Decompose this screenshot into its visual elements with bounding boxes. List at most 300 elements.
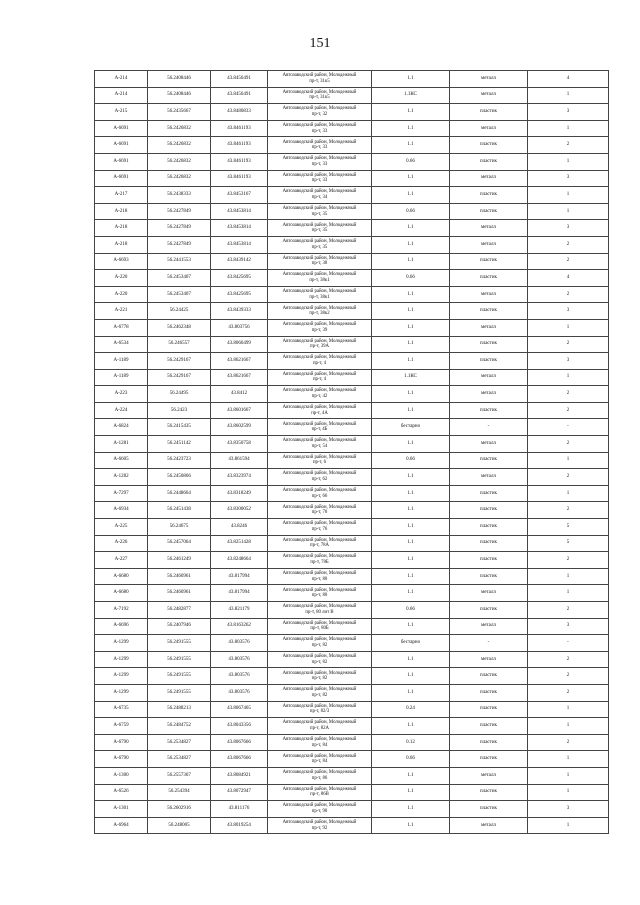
address-line-1: Автозаводский район, Молодежный [282,819,357,825]
address-cell [268,369,372,386]
address-line-1: Автозаводский район, Молодежный [282,720,357,726]
container-material-cell: металл [450,585,528,602]
container-volume-cell: 1.1 [372,170,450,187]
container-volume-cell: 1.1 [372,286,450,303]
latitude-cell: 56.2462348 [148,319,211,336]
container-volume-cell: 1.1 [372,668,450,685]
container-material-cell: металл [450,817,528,834]
latitude-cell: 56.24675 [148,519,211,536]
container-count-cell: 1 [528,120,609,137]
address-line-2: пр-т, 4 [312,360,327,366]
address-cell [268,71,372,88]
address-cell [268,701,372,718]
site-id-cell: А-224 [95,402,148,419]
longitude-cell: 43.8248664 [211,552,268,569]
address-line-1: Автозаводский район, Молодежный [282,587,357,593]
latitude-cell: 56.2423 [148,402,211,419]
table-row [95,535,609,552]
container-volume-cell: 1.1 [372,519,450,536]
address-line-1: Автозаводский район, Молодежный [282,554,357,560]
address-line-1: Автозаводский район, Молодежный [282,488,357,494]
container-volume-cell: 1.1 [372,402,450,419]
longitude-cell: 43.8601667 [211,402,268,419]
container-count-cell: 2 [528,602,609,619]
latitude-cell: 56.2408446 [148,87,211,104]
address-cell [268,220,372,237]
table-row [95,303,609,320]
site-id-cell: А-6790 [95,734,148,751]
table-row [95,801,609,818]
latitude-cell: 56.2461249 [148,552,211,569]
container-count-cell: 2 [528,336,609,353]
site-id-cell: А-6526 [95,784,148,801]
longitude-cell: 43.8043356 [211,718,268,735]
address-line-1: Автозаводский район, Молодежный [282,239,357,245]
address-cell [268,502,372,519]
table-row [95,502,609,519]
address-line-1: Автозаводский район, Молодежный [282,388,357,394]
longitude-cell: 43.817994 [211,568,268,585]
address-cell [268,286,372,303]
container-volume-cell: 0.66 [372,153,450,170]
container-count-cell: 1 [528,784,609,801]
address-line-2: пр-т, 33 [311,161,328,167]
address-line-2: пр-т, 54 [311,443,328,449]
site-id-cell: А-6691 [95,153,148,170]
site-id-cell: А-1189 [95,369,148,386]
address-cell [268,353,372,370]
container-material-cell: пластик [450,502,528,519]
table-row [95,369,609,386]
address-line-2: пр-т, 82 [311,659,328,665]
address-cell [268,303,372,320]
latitude-cell: 56.2426832 [148,153,211,170]
container-count-cell: 3 [528,220,609,237]
address-line-2: пр-т, 84 [311,759,328,765]
longitude-cell: 43.8461193 [211,120,268,137]
container-volume-cell: 1.1 [372,502,450,519]
address-line-2: пр-т, 92 [311,825,328,831]
site-id-cell: А-226 [95,535,148,552]
address-cell [268,519,372,536]
address-line-1: Автозаводский район, Молодежный [282,653,357,659]
container-volume-cell: 1.1КС [372,87,450,104]
table-row [95,452,609,469]
container-count-cell: 1 [528,568,609,585]
address-line-1: Автозаводский район, Молодежный [282,106,357,112]
container-material-cell: пластик [450,568,528,585]
container-material-cell: пластик [450,187,528,204]
site-id-cell: А-221 [95,303,148,320]
container-count-cell: 2 [528,668,609,685]
container-volume-cell: 1.1 [372,336,450,353]
address-cell [268,668,372,685]
table-row [95,436,609,453]
container-volume-cell: 1.1 [372,353,450,370]
container-volume-cell: 1.1КС [372,369,450,386]
table-row [95,519,609,536]
site-id-cell: А-1301 [95,801,148,818]
site-id-cell: А-6934 [95,502,148,519]
address-line-2: пр-т, 82 [311,692,328,698]
site-id-cell: А-6680 [95,568,148,585]
table-row [95,485,609,502]
longitude-cell: 43.8456491 [211,87,268,104]
address-line-2: пр-т, 82А [310,725,329,731]
address-line-1: Автозаводский район, Молодежный [282,703,357,709]
latitude-cell: 56.2602916 [148,801,211,818]
address-line-2: пр-т, 80 [311,593,328,599]
container-count-cell: 4 [528,71,609,88]
site-id-cell: А-225 [95,519,148,536]
address-line-1: Автозаводский район, Молодежный [282,687,357,693]
address-cell [268,187,372,204]
longitude-cell: 43.8300052 [211,502,268,519]
longitude-cell: 43.861594 [211,452,268,469]
container-volume-cell: 1.1 [372,303,450,320]
table-row [95,319,609,336]
address-line-2: пр-т, 32 [311,111,328,117]
table-row [95,253,609,270]
longitude-cell: 43.8439142 [211,253,268,270]
longitude-cell: 43.821179 [211,602,268,619]
address-cell [268,386,372,403]
container-volume-cell: 0.66 [372,203,450,220]
latitude-cell: 56.2415435 [148,419,211,436]
container-material-cell: - [450,635,528,652]
address-line-1: Автозаводский район, Молодежный [282,189,357,195]
address-line-2: пр-т, 82 [311,676,328,682]
container-volume-cell: 0.66 [372,751,450,768]
container-count-cell: 2 [528,734,609,751]
longitude-cell: 43.8084921 [211,767,268,784]
latitude-cell: 56.2466961 [148,568,211,585]
address-line-2: пр-т, 76 [311,526,328,532]
address-line-1: Автозаводский район, Молодежный [282,786,357,792]
container-volume-cell: 1.1 [372,469,450,486]
container-count-cell: 1 [528,701,609,718]
container-count-cell: 1 [528,767,609,784]
address-cell [268,635,372,652]
address-cell [268,270,372,287]
address-line-2: пр-т, 62 [311,477,328,483]
address-line-1: Автозаводский район, Молодежный [282,438,357,444]
address-line-2: пр-т, 80 лит В [305,609,334,615]
container-count-cell: 2 [528,402,609,419]
container-material-cell: металл [450,236,528,253]
container-count-cell: 5 [528,519,609,536]
latitude-cell: 56.2534827 [148,734,211,751]
container-material-cell: пластик [450,718,528,735]
container-material-cell: пластик [450,153,528,170]
container-count-cell: 2 [528,684,609,701]
container-count-cell: - [528,635,609,652]
latitude-cell: 56.2491555 [148,668,211,685]
address-cell [268,469,372,486]
container-material-cell: пластик [450,801,528,818]
latitude-cell: 56.2557367 [148,767,211,784]
address-line-2: пр-т, 82/3 [309,709,330,715]
address-cell [268,552,372,569]
table-row [95,153,609,170]
container-volume-cell: 1.1 [372,71,450,88]
site-id-cell: А-6790 [95,751,148,768]
table-row [95,585,609,602]
table-row [95,203,609,220]
container-count-cell: 2 [528,502,609,519]
longitude-cell: 43.803576 [211,651,268,668]
container-count-cell: 2 [528,253,609,270]
container-material-cell: пластик [450,353,528,370]
address-cell [268,568,372,585]
container-volume-cell: 1.1 [372,104,450,121]
longitude-cell: 43.8163262 [211,618,268,635]
address-cell [268,203,372,220]
longitude-cell: 43.8323974 [211,469,268,486]
table-row [95,635,609,652]
address-line-1: Автозаводский район, Молодежный [282,537,357,543]
container-material-cell: металл [450,319,528,336]
table-row [95,353,609,370]
latitude-cell: 56.2438333 [148,187,211,204]
container-material-cell: металл [450,120,528,137]
address-line-2: пр-т, 38 [311,261,328,267]
container-volume-cell: 1.1 [372,618,450,635]
address-line-2: пр-т, 31к5 [309,95,330,101]
container-count-cell: 1 [528,718,609,735]
container-material-cell: пластик [450,452,528,469]
latitude-cell: 56.2426832 [148,137,211,154]
table-row [95,270,609,287]
address-line-1: Автозаводский район, Молодежный [282,122,357,128]
longitude-cell: 43.8461193 [211,153,268,170]
address-line-2: пр-т, 38к1 [309,277,330,283]
address-cell [268,784,372,801]
address-line-2: пр-т, 86 [311,775,328,781]
table-row [95,701,609,718]
longitude-cell: 43.8480833 [211,104,268,121]
table-row [95,137,609,154]
container-volume-cell: 1.1 [372,817,450,834]
container-count-cell: 2 [528,436,609,453]
table-row [95,718,609,735]
latitude-cell: 56.2426832 [148,120,211,137]
table-body [95,71,609,834]
latitude-cell: 56.2484752 [148,718,211,735]
site-id-cell: А-223 [95,386,148,403]
container-volume-cell: 1.1 [372,585,450,602]
container-volume-cell: 1.1 [372,767,450,784]
site-id-cell: А-6691 [95,137,148,154]
container-material-cell: пластик [450,684,528,701]
container-volume-cell: 1.1 [372,718,450,735]
address-cell [268,535,372,552]
latitude-cell: 56.2534827 [148,751,211,768]
address-line-2: пр-т, 78А [310,543,329,549]
table-row [95,286,609,303]
address-line-2: пр-т, 80 [311,576,328,582]
address-line-1: Автозаводский район, Молодежный [282,156,357,162]
longitude-cell: 43.8425695 [211,286,268,303]
address-cell [268,602,372,619]
latitude-cell: 56.2427849 [148,203,211,220]
latitude-cell: 56.2453407 [148,270,211,287]
table-row [95,552,609,569]
address-line-2: пр-т, 33 [311,128,328,134]
address-line-1: Автозаводский район, Молодежный [282,521,357,527]
address-line-1: Автозаводский район, Молодежный [282,322,357,328]
longitude-cell: 43.8350758 [211,436,268,453]
address-line-2: пр-т, 35 [311,211,328,217]
container-material-cell: пластик [450,203,528,220]
container-material-cell: - [450,419,528,436]
site-id-cell: А-7297 [95,485,148,502]
site-id-cell: А-6691 [95,170,148,187]
address-line-2: пр-т, 90 [311,808,328,814]
container-count-cell: 1 [528,485,609,502]
site-id-cell: А-1299 [95,668,148,685]
latitude-cell: 56.2488213 [148,701,211,718]
latitude-cell: 56.2426832 [148,170,211,187]
latitude-cell: 56.2457064 [148,535,211,552]
address-line-2: пр-т, 6 [312,460,327,466]
latitude-cell: 56.24495 [148,386,211,403]
address-line-1: Автозаводский район, Молодежный [282,305,357,311]
site-id-cell: А-218 [95,203,148,220]
container-volume-cell: 1.1 [372,552,450,569]
site-id-cell: А-6691 [95,120,148,137]
container-material-cell: металл [450,220,528,237]
container-count-cell: 3 [528,170,609,187]
address-cell [268,236,372,253]
address-line-2: пр-т, 35 [311,228,328,234]
latitude-cell: 56.2427849 [148,220,211,237]
container-volume-cell: 1.1 [372,236,450,253]
address-line-2: пр-т, 84 [311,742,328,748]
address-line-2: пр-т, 31к5 [309,78,330,84]
container-count-cell: 1 [528,319,609,336]
container-count-cell: 4 [528,270,609,287]
container-count-cell: 1 [528,751,609,768]
address-line-1: Автозаводский район, Молодежный [282,803,357,809]
container-material-cell: пластик [450,668,528,685]
container-material-cell: пластик [450,270,528,287]
table-row [95,618,609,635]
address-line-1: Автозаводский район, Молодежный [282,222,357,228]
longitude-cell: 43.803576 [211,635,268,652]
container-volume-cell: 1.1 [372,485,450,502]
container-count-cell: 1 [528,817,609,834]
site-id-cell: А-6759 [95,718,148,735]
container-material-cell: металл [450,618,528,635]
table-row [95,568,609,585]
container-volume-cell: 1.1 [372,220,450,237]
container-count-cell: 2 [528,236,609,253]
latitude-cell: 56.2453407 [148,286,211,303]
container-material-cell: металл [450,87,528,104]
container-volume-cell: 0.66 [372,452,450,469]
container-material-cell: пластик [450,751,528,768]
latitude-cell: 56.2408446 [148,71,211,88]
table-row [95,104,609,121]
address-line-2: пр-т, 35 [311,244,328,250]
address-cell [268,419,372,436]
container-material-cell: металл [450,386,528,403]
container-material-cell: пластик [450,137,528,154]
longitude-cell: 43.8412 [211,386,268,403]
longitude-cell: 43.8425695 [211,270,268,287]
container-volume-cell: 0.66 [372,602,450,619]
container-count-cell: 1 [528,187,609,204]
table-row [95,120,609,137]
container-count-cell: 5 [528,535,609,552]
address-line-1: Автозаводский район, Молодежный [282,753,357,759]
container-material-cell: пластик [450,519,528,536]
address-cell [268,485,372,502]
container-count-cell: 2 [528,386,609,403]
container-count-cell: 2 [528,286,609,303]
container-count-cell: 3 [528,353,609,370]
container-volume-cell: 0.66 [372,270,450,287]
address-cell [268,104,372,121]
site-id-cell: А-215 [95,104,148,121]
address-cell [268,170,372,187]
address-cell [268,585,372,602]
longitude-cell: 43.8251428 [211,535,268,552]
table-row [95,751,609,768]
latitude-cell: 56.254394 [148,784,211,801]
site-id-cell: А-1300 [95,767,148,784]
latitude-cell: 56.2482877 [148,602,211,619]
longitude-cell: 43.8067666 [211,751,268,768]
address-line-2: пр-т, 4Б [311,427,328,433]
address-line-1: Автозаводский район, Молодежный [282,371,357,377]
longitude-cell: 43.8453814 [211,236,268,253]
address-line-2: пр-т, 33 [311,178,328,184]
address-line-1: Автозаводский район, Молодежный [282,620,357,626]
container-material-cell: пластик [450,701,528,718]
latitude-cell: 56.2448664 [148,485,211,502]
address-cell [268,253,372,270]
longitude-cell: 43.8461193 [211,170,268,187]
address-line-2: пр-т, 33 [311,145,328,151]
container-count-cell: 3 [528,104,609,121]
table-row [95,419,609,436]
address-cell [268,137,372,154]
container-volume-cell: бестарно [372,419,450,436]
site-id-cell: А-1299 [95,651,148,668]
address-line-1: Автозаводский район, Молодежный [282,770,357,776]
container-material-cell: пластик [450,402,528,419]
site-id-cell: А-218 [95,236,148,253]
container-material-cell: металл [450,369,528,386]
site-id-cell: А-6534 [95,336,148,353]
container-volume-cell: 1.1 [372,651,450,668]
latitude-cell: 56.246557 [148,336,211,353]
longitude-cell: 43.8246 [211,519,268,536]
address-cell [268,402,372,419]
site-id-cell: А-214 [95,71,148,88]
address-line-2: пр-т, 39 [311,327,328,333]
latitude-cell: 56.2491555 [148,684,211,701]
address-line-2: пр-т, 86В [310,792,329,798]
container-count-cell: 2 [528,137,609,154]
longitude-cell: 43.803576 [211,684,268,701]
container-material-cell: пластик [450,104,528,121]
table-row [95,402,609,419]
latitude-cell: 56.2407946 [148,618,211,635]
address-line-1: Автозаводский район, Молодежный [282,637,357,643]
